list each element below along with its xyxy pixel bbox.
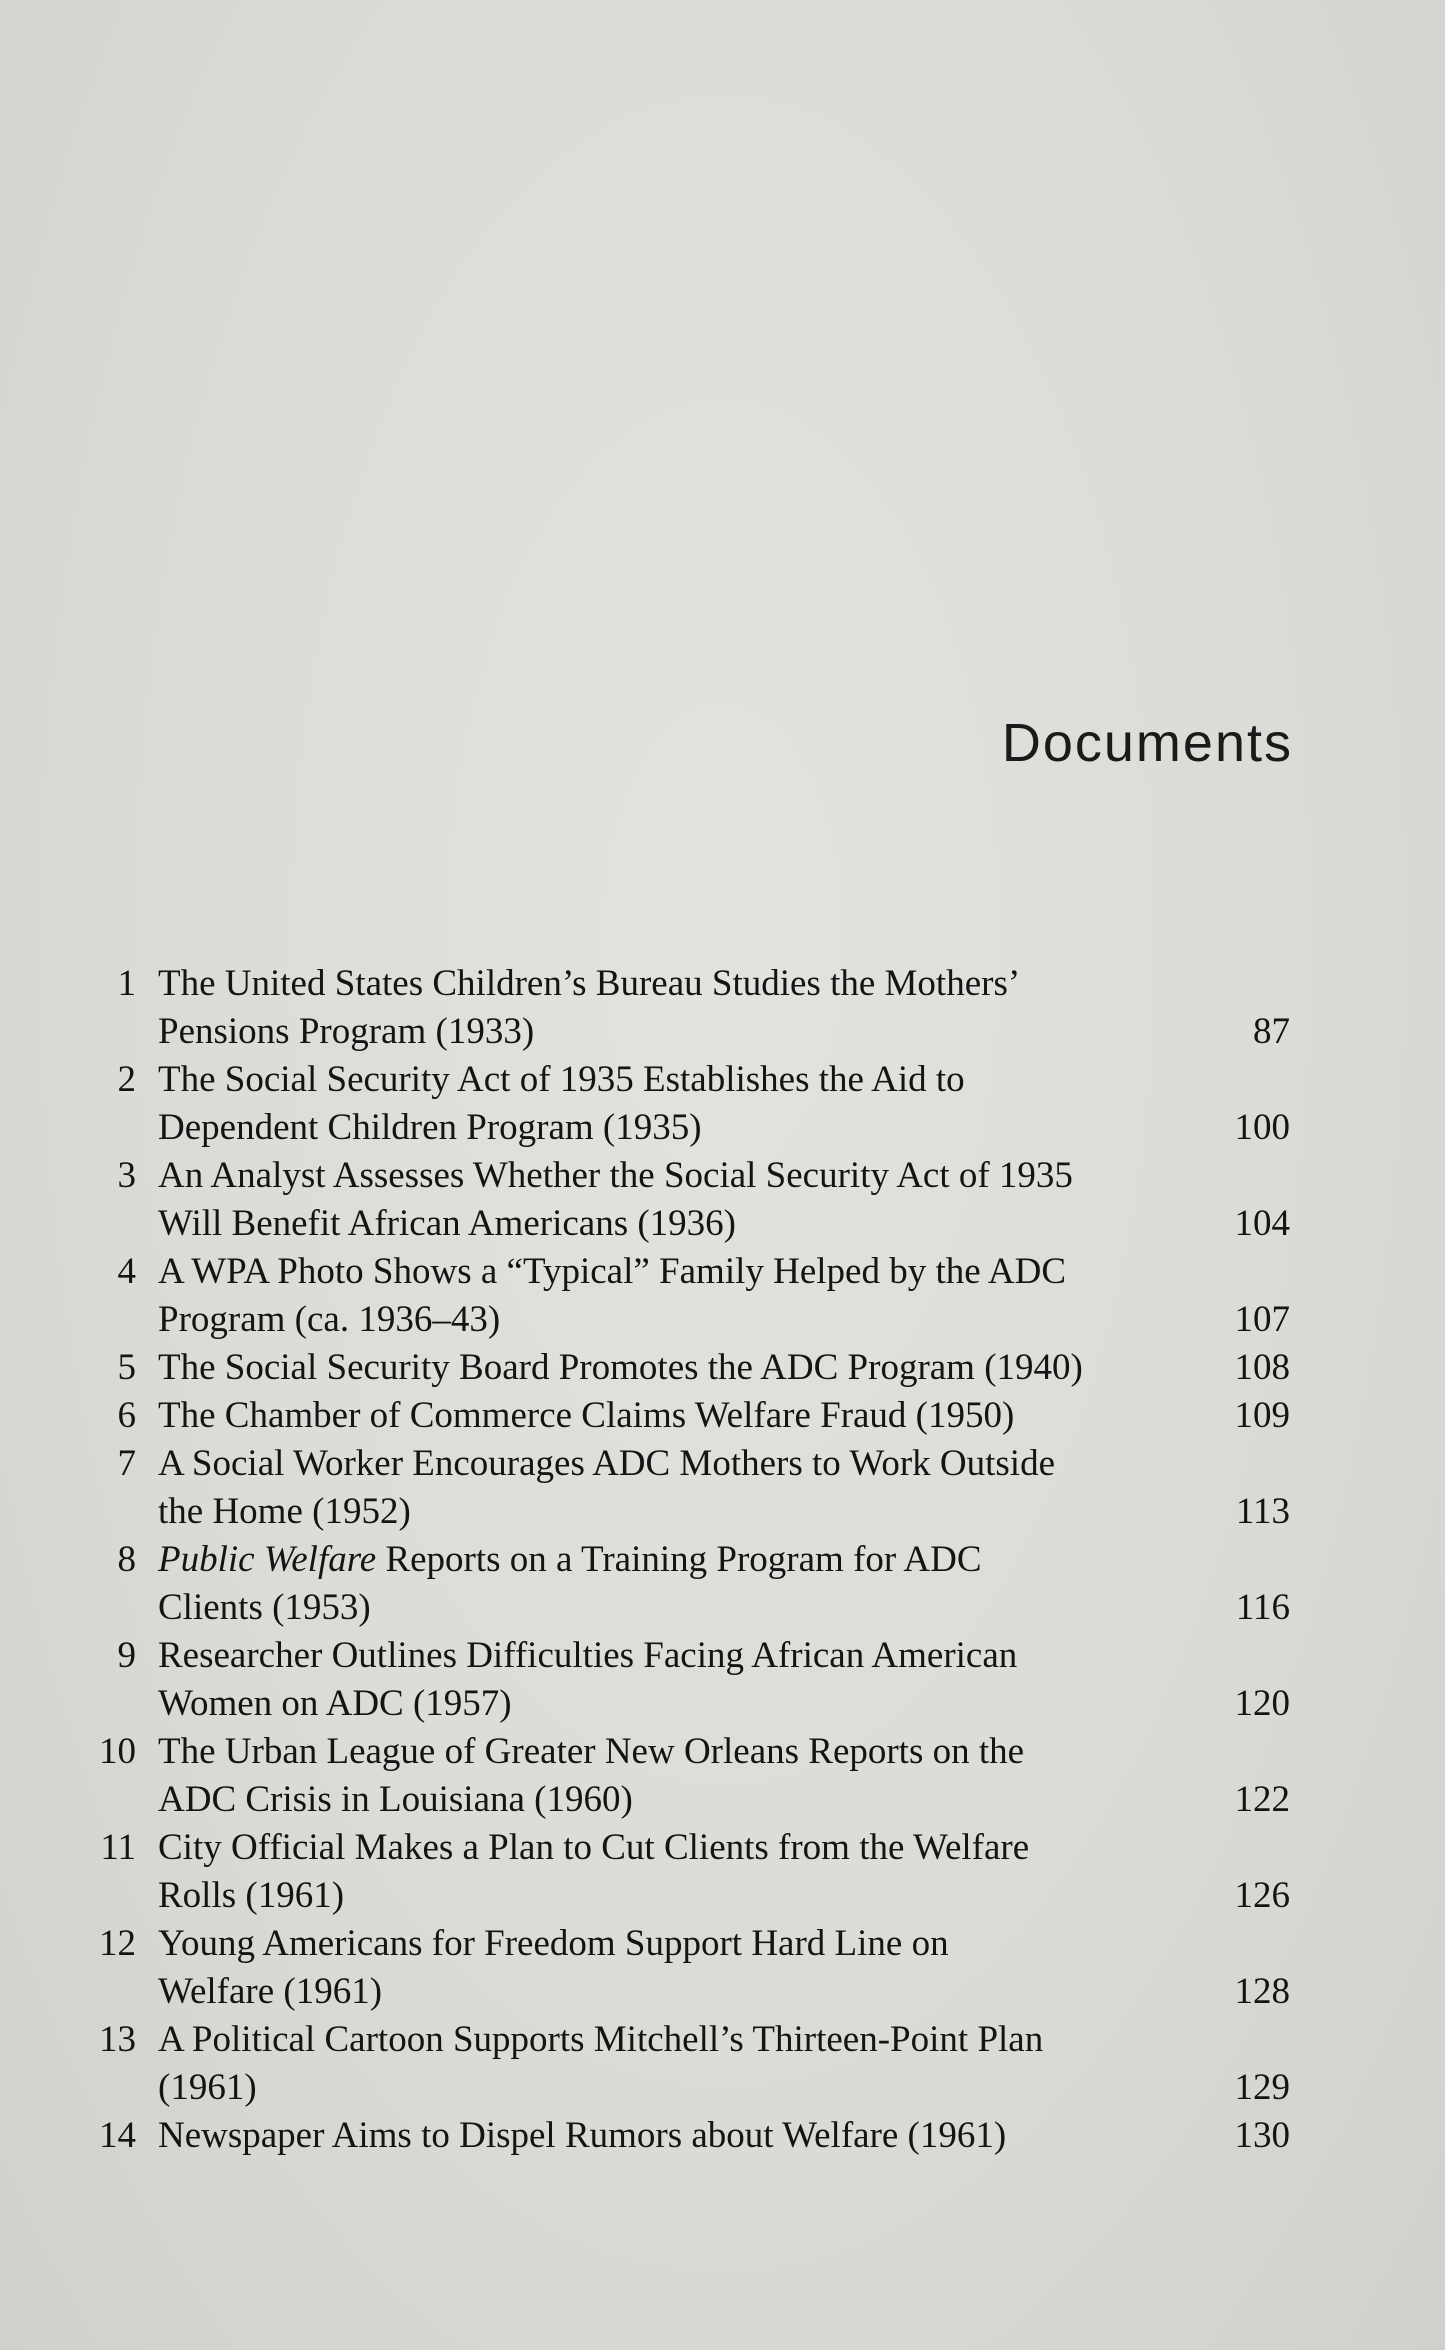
entry-number: 4 [117, 1251, 136, 1292]
entry-page: 107 [1234, 1299, 1290, 1340]
entry-number: 9 [117, 1635, 136, 1676]
entry-title: Young Americans for Freedom Support Hard Line on Welfare (1961) [158, 1923, 949, 2012]
list-item [70, 1920, 1290, 2016]
entry-number: 13 [99, 2019, 136, 2060]
list-item [70, 1728, 1290, 1824]
entry-number: 12 [99, 1923, 136, 1964]
entry-title: Public Welfare Reports on a Training Program for ADC Clients (1953) [158, 1539, 982, 1628]
entry-number: 2 [117, 1059, 136, 1100]
entry-title: An Analyst Assesses Whether the Social Security Act of 1935 Will Benefit African Americans (1936) [158, 1155, 1073, 1244]
entry-page: 128 [1234, 1971, 1290, 2012]
list-item [70, 2112, 1290, 2160]
entry-title: The Social Security Act of 1935 Establishes the Aid to Dependent Children Program (1935) [158, 1059, 965, 1148]
entry-page: 104 [1234, 1203, 1290, 1244]
list-item [70, 1392, 1290, 1440]
entry-number: 5 [117, 1347, 136, 1388]
entry-page: 126 [1234, 1875, 1290, 1916]
entry-number: 14 [99, 2115, 136, 2156]
list-item [70, 1344, 1290, 1392]
entry-title: A Social Worker Encourages ADC Mothers to Work Outside the Home (1952) [158, 1443, 1055, 1532]
entry-page: 87 [1253, 1011, 1290, 1052]
entry-title: A WPA Photo Shows a “Typical” Family Helped by the ADC Program (ca. 1936–43) [158, 1251, 1066, 1340]
entry-title: The United States Children’s Bureau Studies the Mothers’ Pensions Program (1933) [158, 963, 1021, 1052]
entry-number: 7 [117, 1443, 136, 1484]
list-item [70, 1632, 1290, 1728]
entry-title: The Chamber of Commerce Claims Welfare Fraud (1950) [158, 1395, 1015, 1436]
entry-number: 1 [117, 963, 136, 1004]
entry-number: 6 [117, 1395, 136, 1436]
list-item [70, 1152, 1290, 1248]
entry-page: 109 [1234, 1395, 1290, 1436]
entry-page: 120 [1234, 1683, 1290, 1724]
entry-number: 11 [100, 1827, 136, 1868]
list-item [70, 2016, 1290, 2112]
page-heading: Documents [1001, 713, 1293, 773]
entry-page: 130 [1234, 2115, 1290, 2156]
entry-page: 113 [1235, 1491, 1290, 1532]
entry-title: The Social Security Board Promotes the ADC Program (1940) [158, 1347, 1083, 1388]
list-item [70, 960, 1290, 1056]
entry-page: 108 [1234, 1347, 1290, 1388]
entry-number: 8 [117, 1539, 136, 1580]
entry-page: 129 [1234, 2067, 1290, 2108]
list-item [70, 1536, 1290, 1632]
entry-page: 100 [1234, 1107, 1290, 1148]
list-item [70, 1440, 1290, 1536]
list-item [70, 1248, 1290, 1344]
entry-number: 10 [99, 1731, 136, 1772]
entry-title: City Official Makes a Plan to Cut Clients from the Welfare Rolls (1961) [158, 1827, 1030, 1916]
entry-page: 122 [1234, 1779, 1290, 1820]
entry-page: 116 [1235, 1587, 1290, 1628]
documents-list [70, 960, 1290, 2160]
entry-title: The Urban League of Greater New Orleans Reports on the ADC Crisis in Louisiana (1960) [158, 1731, 1025, 1820]
entry-title: A Political Cartoon Supports Mitchell’s Thirteen-Point Plan (1961) [158, 2019, 1044, 2108]
list-item [70, 1824, 1290, 1920]
show-through-text [220, 120, 1320, 760]
list-item [70, 1056, 1290, 1152]
entry-number: 3 [117, 1155, 136, 1196]
entry-title: Newspaper Aims to Dispel Rumors about Welfare (1961) [158, 2115, 1007, 2156]
journal-title: Public Welfare [158, 1539, 377, 1580]
entry-title: Researcher Outlines Difficulties Facing African American Women on ADC (1957) [158, 1635, 1018, 1724]
